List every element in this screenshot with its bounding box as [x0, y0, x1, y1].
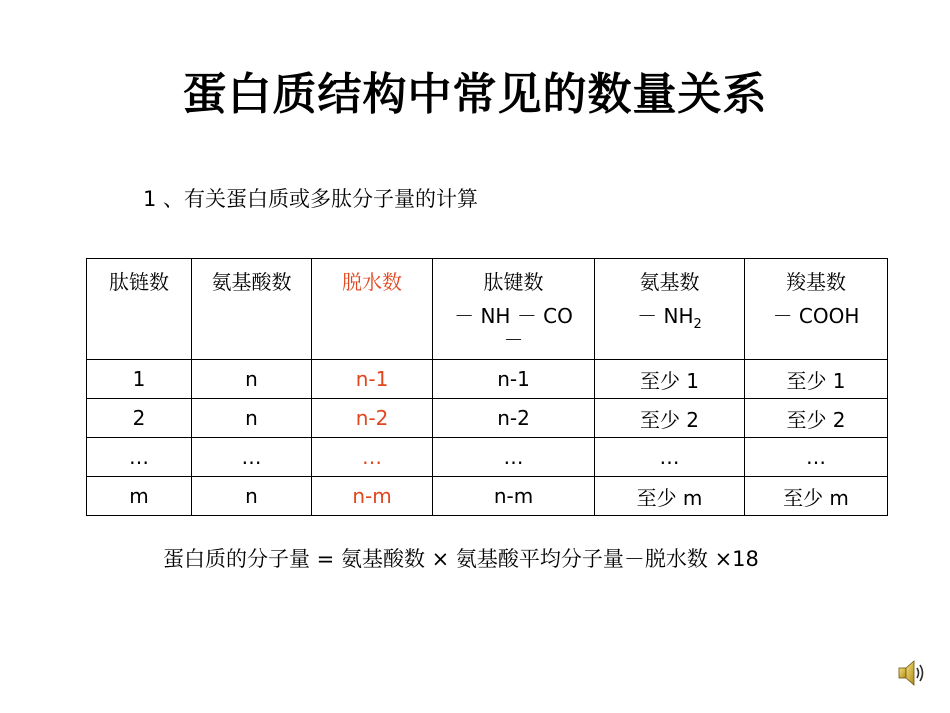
cell: n-2: [312, 399, 433, 438]
cell: 至少 1: [595, 360, 745, 399]
header-formula: [595, 299, 744, 342]
header-carboxyl-groups: [745, 259, 888, 360]
cell: n: [192, 360, 312, 399]
table-row: [87, 399, 888, 438]
header-label: 氨基数: [639, 270, 700, 294]
speaker-icon[interactable]: [897, 657, 927, 689]
cell: 1: [87, 360, 192, 399]
header-formula: － NH － CO: [454, 304, 573, 328]
table-row: [87, 438, 888, 477]
header-amino-groups: [595, 259, 745, 360]
cell: 2: [87, 399, 192, 438]
cell: …: [745, 438, 888, 477]
cell: 至少 2: [595, 399, 745, 438]
header-label: 氨基酸数: [211, 270, 292, 294]
cell: …: [433, 438, 595, 477]
header-label: 肽键数: [483, 270, 544, 294]
molecular-weight-formula: 蛋白质的分子量 = 氨基酸数 × 氨基酸平均分子量－脱水数 ×18: [163, 547, 759, 571]
table-row: [87, 477, 888, 516]
header-water-removed: [312, 259, 433, 360]
header-label: 羧基数: [786, 270, 846, 294]
cell: 至少 2: [745, 399, 888, 438]
cell: n-1: [433, 360, 595, 399]
section-heading: 1 、有关蛋白质或多肽分子量的计算: [143, 187, 479, 211]
header-formula: － COOH: [772, 304, 860, 328]
header-amino-acids: [192, 259, 312, 360]
quantity-relation-table: [86, 258, 888, 516]
table-header-row: [87, 259, 888, 360]
header-formula-text: － NH: [637, 304, 694, 328]
cell: …: [312, 438, 433, 477]
cell: 至少 m: [745, 477, 888, 516]
header-label: 肽链数: [109, 270, 169, 294]
slide-title: 蛋白质结构中常见的数量关系: [182, 69, 768, 120]
header-label: 脱水数: [342, 270, 402, 294]
header-formula-tail: －: [503, 328, 524, 352]
header-formula-subscript: 2: [693, 317, 702, 332]
cell: n: [192, 477, 312, 516]
cell: n-1: [312, 360, 433, 399]
cell: 至少 m: [595, 477, 745, 516]
table-row: [87, 360, 888, 399]
cell: …: [192, 438, 312, 477]
cell: m: [87, 477, 192, 516]
cell: n-m: [312, 477, 433, 516]
cell: …: [87, 438, 192, 477]
cell: …: [595, 438, 745, 477]
header-peptide-chains: [87, 259, 192, 360]
cell: 至少 1: [745, 360, 888, 399]
cell: n: [192, 399, 312, 438]
cell: n-2: [433, 399, 595, 438]
header-peptide-bonds: [433, 259, 595, 360]
cell: n-m: [433, 477, 595, 516]
